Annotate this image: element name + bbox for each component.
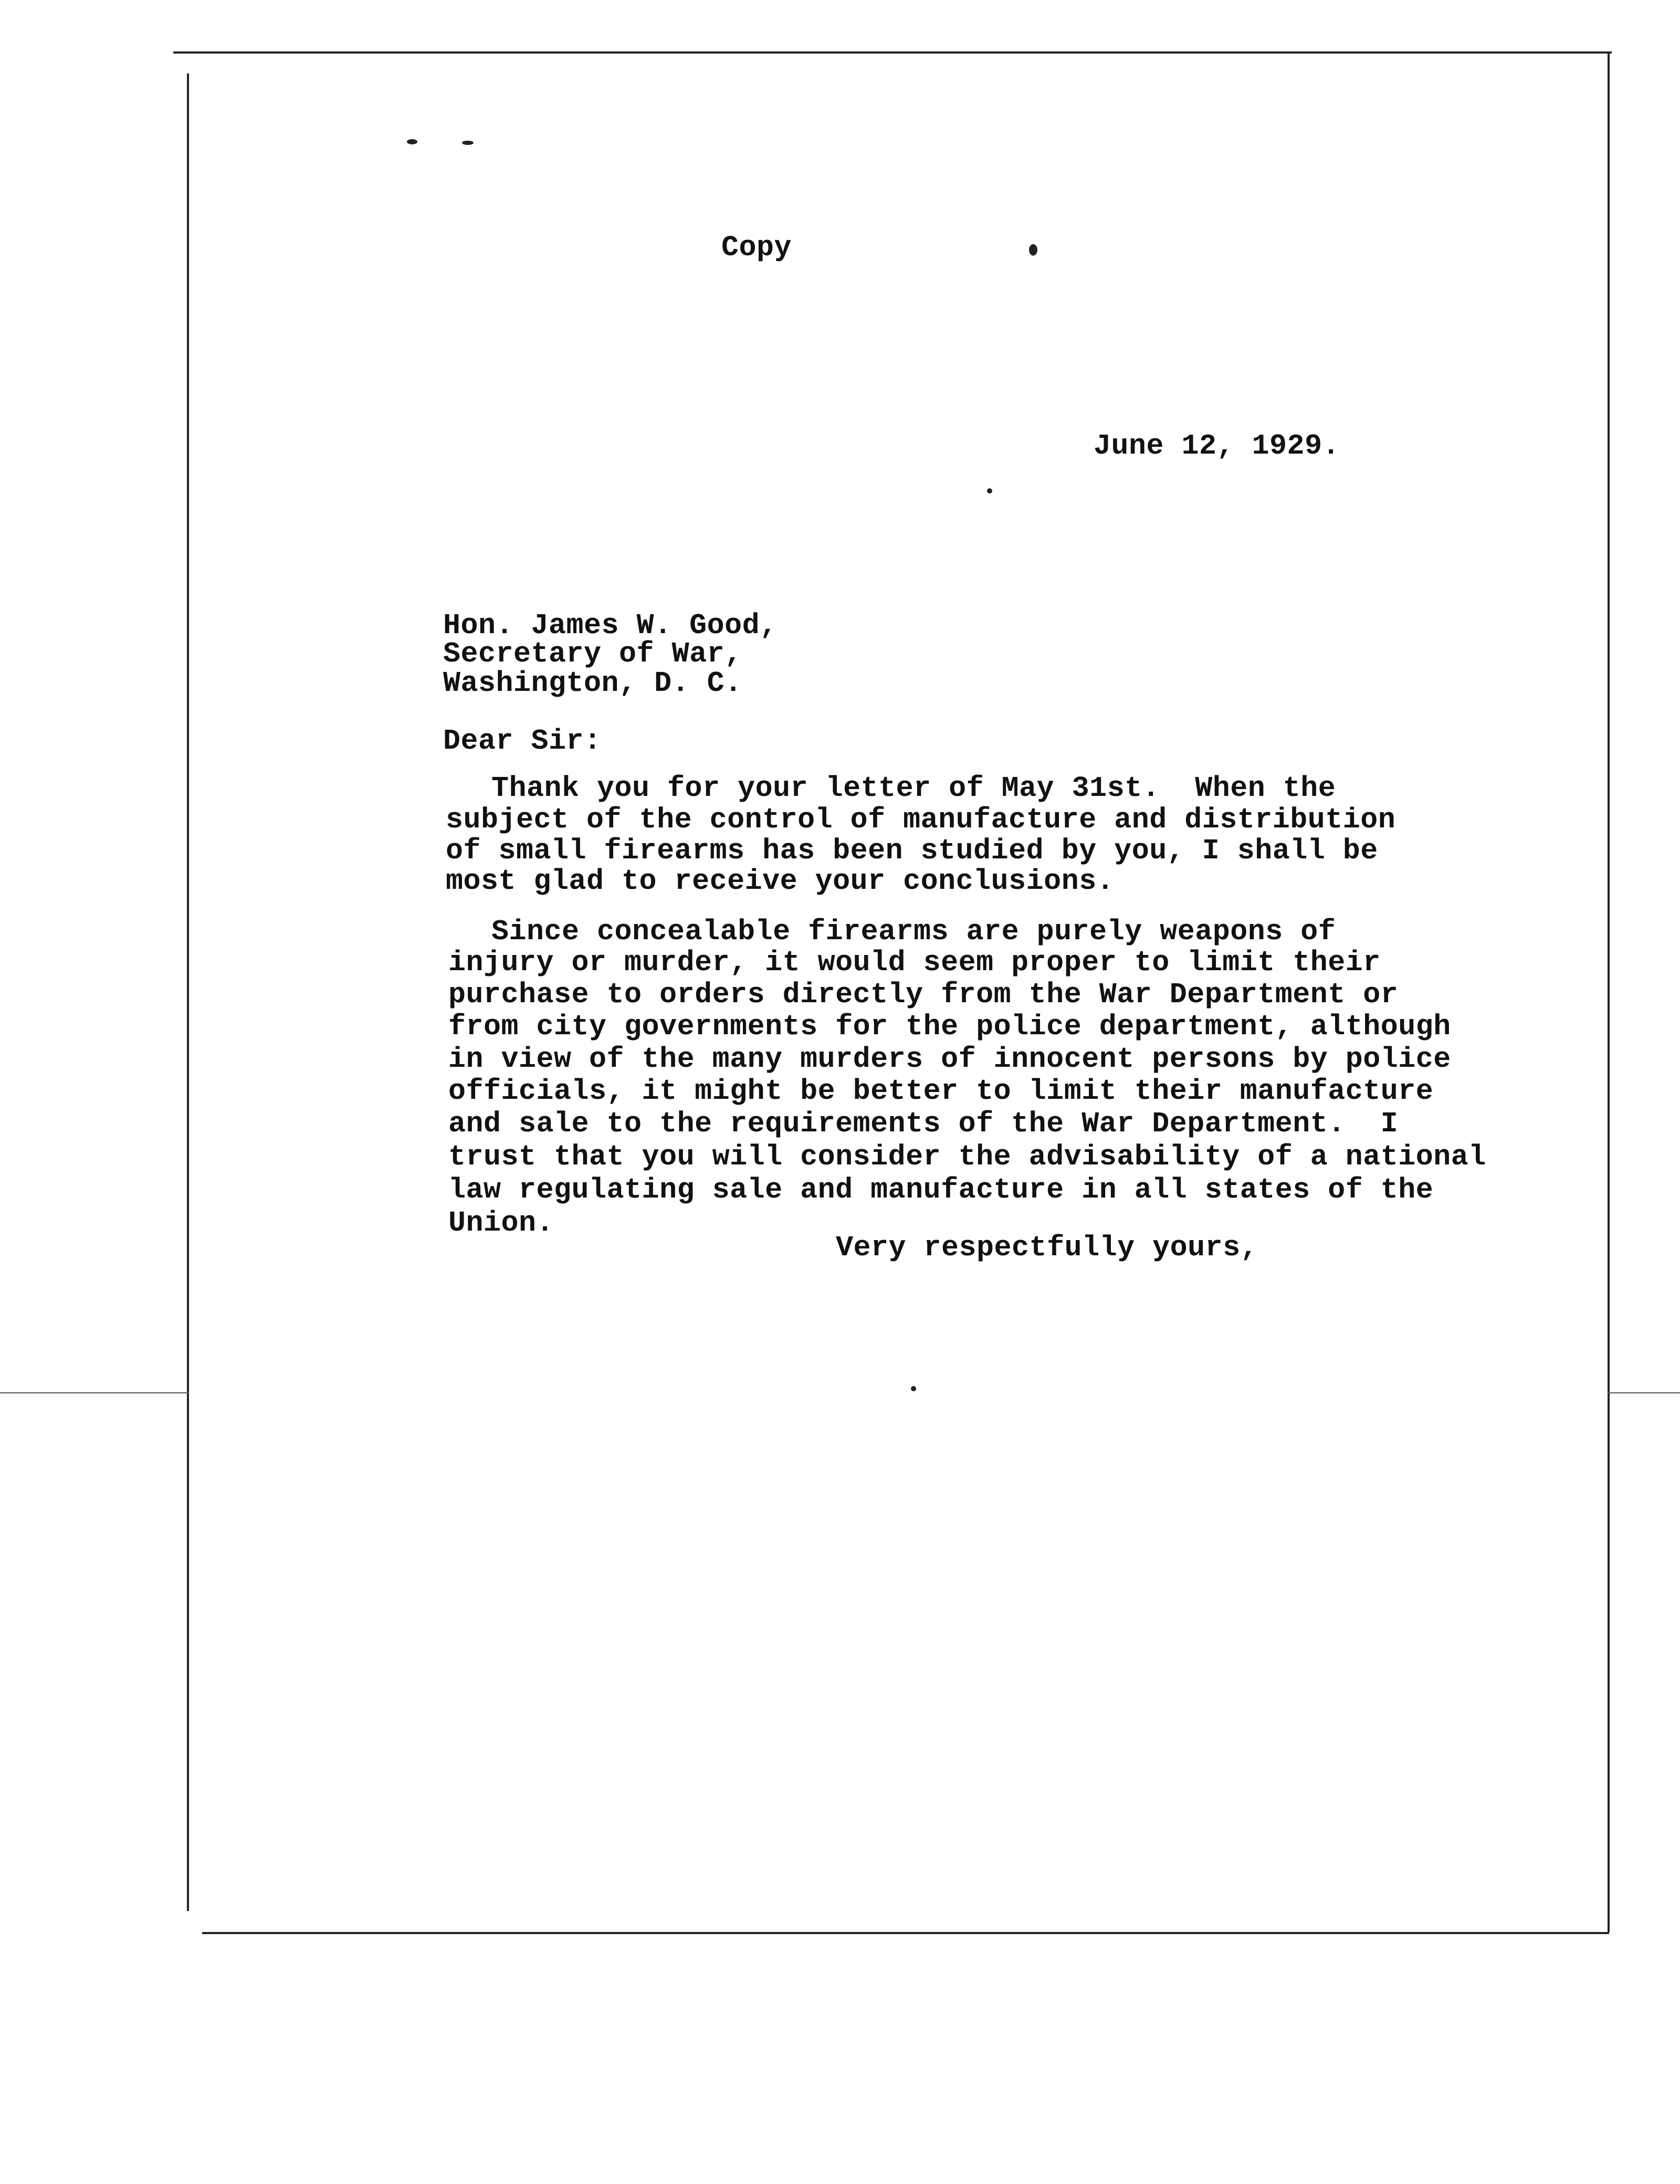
body-line: officials, it might be better to limit their manufacture	[448, 1075, 1434, 1108]
fold-line-left	[0, 1392, 189, 1393]
body-line: law regulating sale and manufacture in all states of the	[448, 1173, 1434, 1206]
fold-line-right	[1608, 1392, 1680, 1393]
speck	[987, 488, 992, 494]
body-line: in view of the many murders of innocent persons by police	[448, 1043, 1451, 1076]
speck	[462, 141, 474, 145]
recipient-line: Secretary of War,	[443, 637, 742, 670]
letter-date: June 12, 1929.	[1094, 429, 1340, 463]
bottom-edge	[202, 1932, 1609, 1934]
right-edge	[1608, 52, 1610, 1932]
body-line: most glad to receive your conclusions.	[446, 865, 1115, 898]
salutation: Dear Sir:	[443, 724, 602, 758]
body-line: purchase to orders directly from the War Department or	[448, 978, 1399, 1011]
body-line: subject of the control of manufacture and distribution	[446, 803, 1396, 836]
left-edge	[187, 74, 189, 1911]
body-line: of small firearms has been studied by you, I shall be	[446, 834, 1378, 867]
body-line: from city governments for the police department, although	[448, 1010, 1451, 1043]
top-edge	[173, 51, 1612, 54]
body-line: and sale to the requirements of the War Department. I	[448, 1107, 1399, 1140]
speck	[1029, 244, 1037, 256]
recipient-line: Washington, D. C.	[443, 667, 742, 700]
speck	[911, 1386, 916, 1391]
body-line: injury or murder, it would seem proper to limit their	[448, 946, 1381, 979]
copy-header: Copy	[721, 231, 792, 264]
body-line: Since concealable firearms are purely weapons of	[491, 915, 1336, 948]
body-line: Union.	[448, 1206, 554, 1240]
body-line: Thank you for your letter of May 31st. When the	[491, 772, 1336, 805]
recipient-line: Hon. James W. Good,	[443, 609, 778, 642]
speck	[407, 139, 417, 144]
closing: Very respectfully yours,	[836, 1231, 1258, 1264]
body-line: trust that you will consider the advisability of a national	[448, 1140, 1486, 1173]
